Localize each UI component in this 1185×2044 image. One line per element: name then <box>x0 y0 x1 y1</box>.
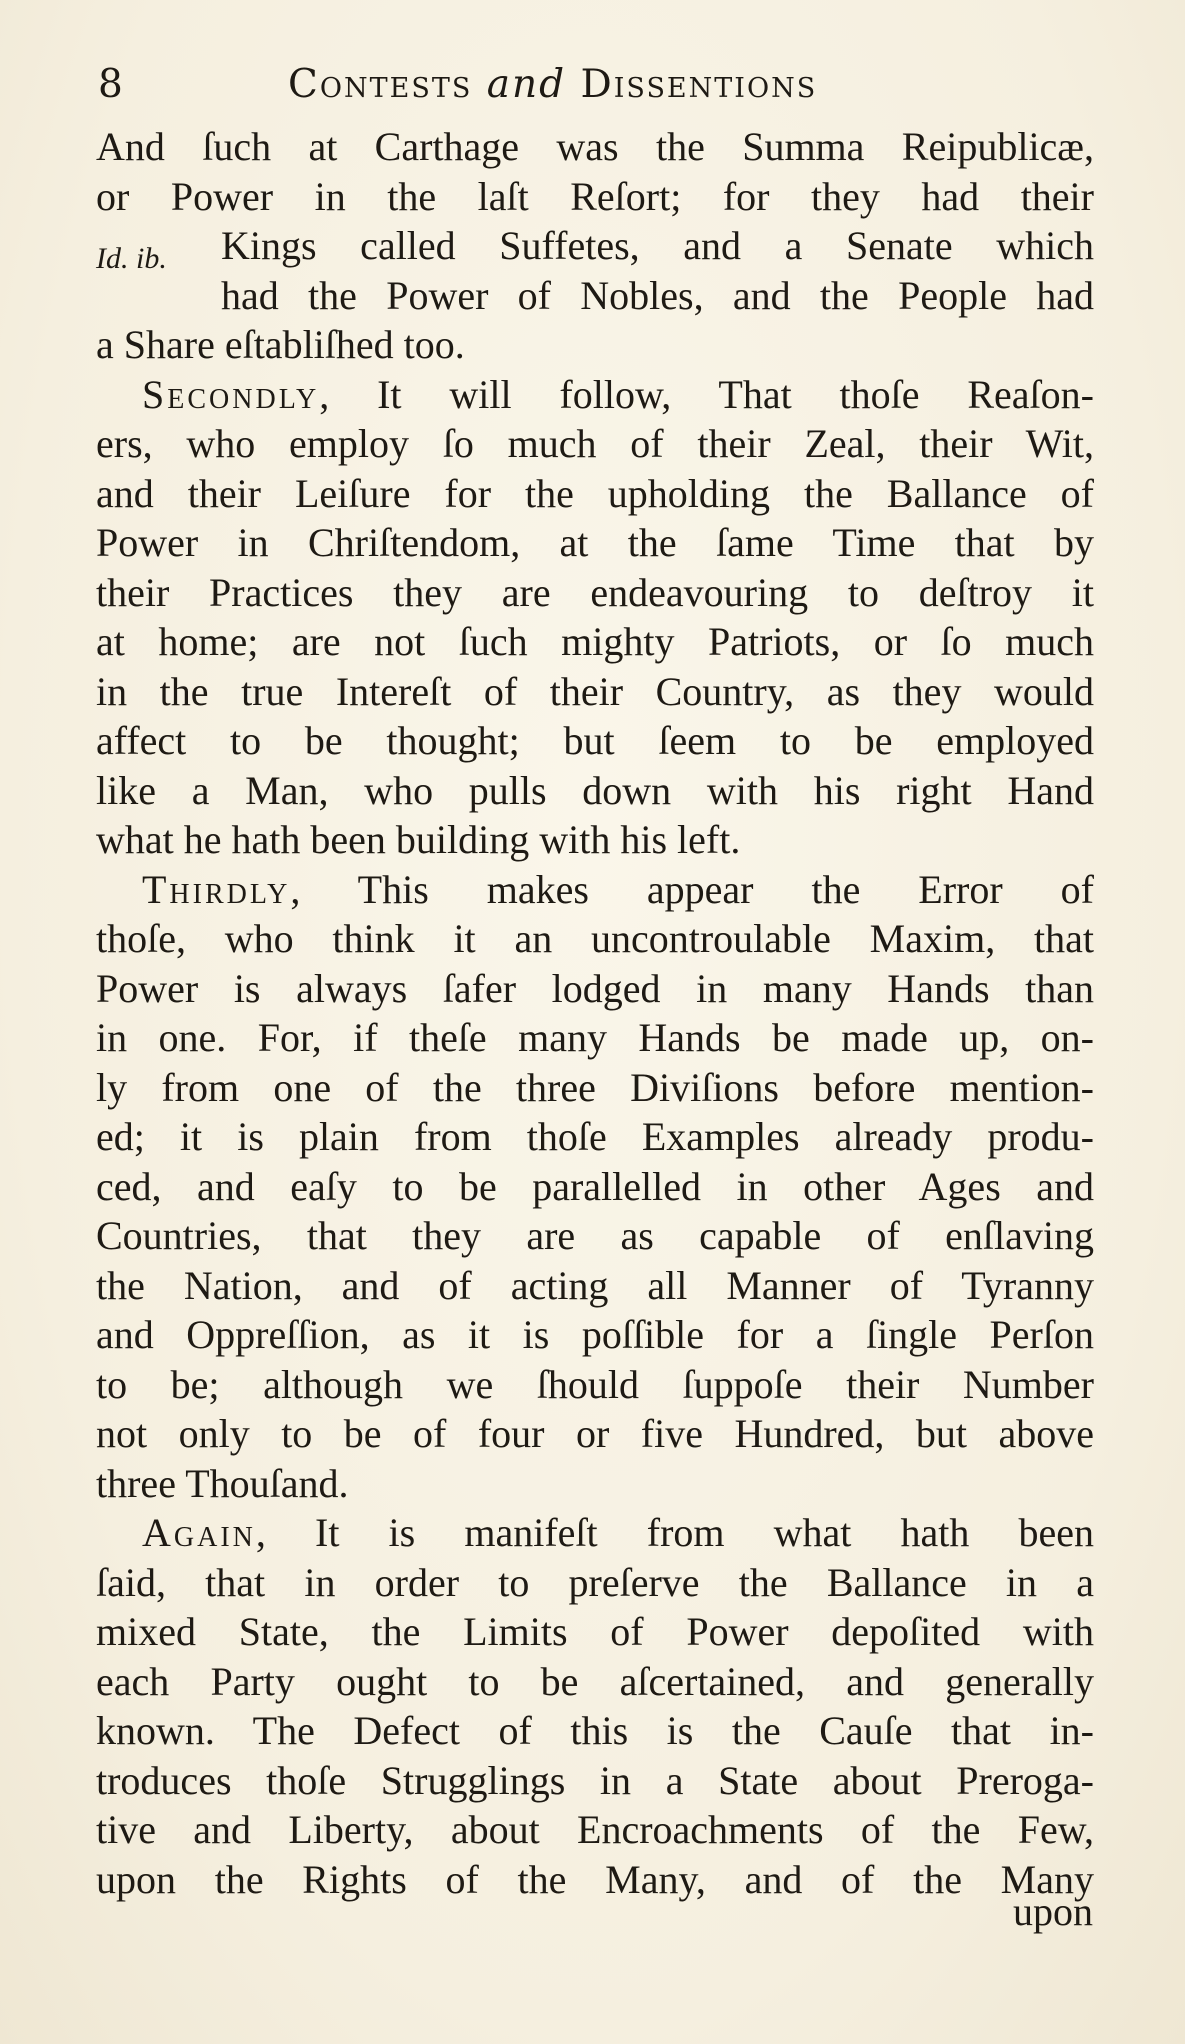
text-line: not only to be of four or five Hundred, but above <box>96 1411 1094 1456</box>
text-line: or Power in the laſt Reſort; for they had their <box>96 173 1094 219</box>
paragraph-lead-word: Thirdly <box>142 866 291 912</box>
body-text <box>96 122 1094 1904</box>
paragraph-lead-word: Secondly <box>142 371 320 417</box>
text-line: at home; are not ſuch mighty Patriots, or ſo much <box>96 619 1094 664</box>
text-line: Secondly, It will follow, That thoſe Reaſon- <box>142 371 1094 417</box>
running-head-first: Contests <box>288 62 473 107</box>
text-line: Countries, that they are as capable of enſlaving <box>96 1213 1094 1258</box>
text-line: like a Man, who pulls down with his right Hand <box>96 767 1094 813</box>
text-line: Power is always ſafer lodged in many Hands than <box>96 965 1094 1011</box>
text-line: tive and Liberty, about Encroachments of the Few, <box>96 1807 1094 1852</box>
text-line: ſaid, that in order to preſerve the Ballance in a <box>96 1559 1094 1605</box>
text-line: ed; it is plain from thoſe Examples already produ- <box>96 1114 1094 1159</box>
text-line: Thirdly, This makes appear the Error of <box>142 866 1094 912</box>
text-line: and their Leiſure for the upholding the Ballance of <box>96 470 1094 516</box>
paragraph-lead-word: Again <box>142 1510 256 1555</box>
text-line: affect to be thought; but ſeem to be employed <box>96 718 1094 763</box>
running-head-second: Dissentions <box>580 62 818 107</box>
text-line: mixed State, the Limits of Power depoſited with <box>96 1609 1094 1654</box>
text-line: in the true Intereſt of their Country, as they would <box>96 668 1094 714</box>
text-line: what he hath been building with his left. <box>96 817 741 862</box>
text-line: in one. For, if theſe many Hands be made up, on- <box>96 1015 1094 1060</box>
text-line: ced, and eaſy to be parallelled in other Ages and <box>96 1163 1094 1209</box>
page-number: 8 <box>98 62 125 107</box>
text-line: troduces thoſe Strugglings in a State about Preroga- <box>96 1757 1094 1803</box>
text-line: their Practices they are endeavouring to deſtroy it <box>96 569 1094 615</box>
running-head-and: and <box>486 62 567 107</box>
text-line: upon the Rights of the Many, and of the Many <box>96 1856 1094 1902</box>
text-line: the Nation, and of acting all Manner of Tyranny <box>96 1262 1094 1308</box>
margin-note: Id. ib. <box>96 242 167 275</box>
page-header <box>98 62 1093 122</box>
text-line: a Share eſtabliſhed too. <box>96 322 465 367</box>
text-line: to be; although we ſhould ſuppoſe their Number <box>96 1361 1094 1407</box>
text-line: Again, It is manifeſt from what hath been <box>142 1510 1094 1555</box>
text-line: thoſe, who think it an uncontroulable Maxim, that <box>96 916 1094 961</box>
text-line: known. The Defect of this is the Cauſe that in- <box>96 1708 1094 1753</box>
catchword: upon <box>1013 1889 1093 1934</box>
text-line: three Thouſand. <box>96 1460 349 1506</box>
running-head <box>288 62 817 107</box>
text-line: and Oppreſſion, as it is poſſible for a ſingle Perſon <box>96 1312 1094 1357</box>
text-line: And ſuch at Carthage was the Summa Reipublicæ, <box>96 124 1094 169</box>
text-line: had the Power of Nobles, and the People had <box>221 272 1094 318</box>
text-line: ers, who employ ſo much of their Zeal, their Wit, <box>96 421 1094 466</box>
text-line: ly from one of the three Diviſions before mention- <box>96 1064 1094 1110</box>
text-line: each Party ought to be aſcertained, and generally <box>96 1658 1094 1704</box>
text-line: Kings called Suffetes, and a Senate which <box>221 223 1094 268</box>
text-line: Power in Chriſtendom, at the ſame Time that by <box>96 520 1094 565</box>
